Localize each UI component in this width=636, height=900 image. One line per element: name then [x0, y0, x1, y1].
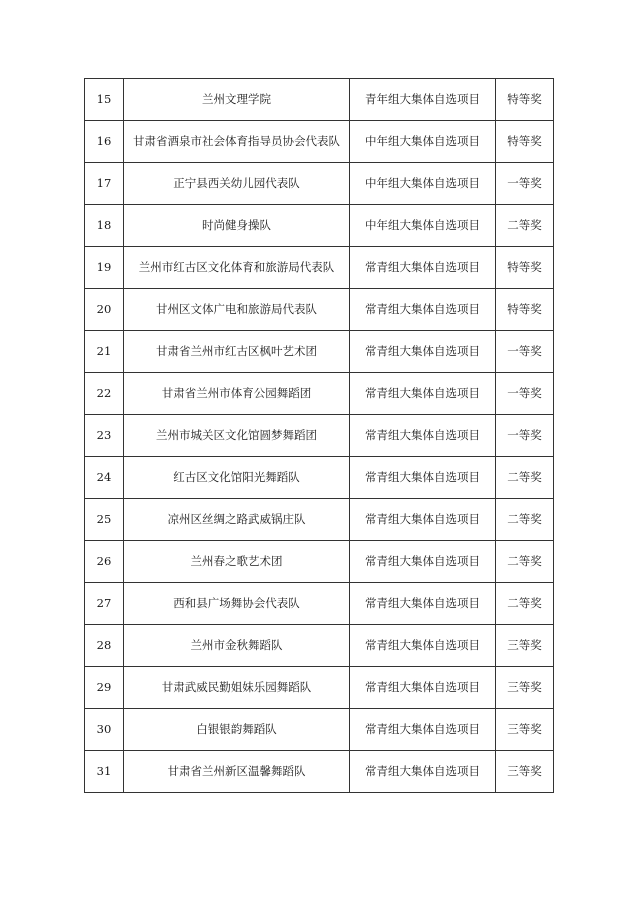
team-name-cell: 兰州市红古区文化体育和旅游局代表队	[124, 247, 350, 289]
award-cell: 特等奖	[496, 79, 554, 121]
team-name-cell: 兰州市城关区文化馆圆梦舞蹈团	[124, 415, 350, 457]
row-number-cell: 30	[85, 709, 124, 751]
category-cell: 常青组大集体自选项目	[350, 583, 496, 625]
row-number-cell: 25	[85, 499, 124, 541]
row-number-cell: 21	[85, 331, 124, 373]
category-cell: 常青组大集体自选项目	[350, 457, 496, 499]
row-number-cell: 26	[85, 541, 124, 583]
table-row	[85, 121, 554, 163]
category-cell: 常青组大集体自选项目	[350, 331, 496, 373]
row-number-cell: 19	[85, 247, 124, 289]
table-row	[85, 289, 554, 331]
row-number-cell: 17	[85, 163, 124, 205]
row-number-cell: 18	[85, 205, 124, 247]
row-number-cell: 16	[85, 121, 124, 163]
table-row	[85, 457, 554, 499]
category-cell: 常青组大集体自选项目	[350, 373, 496, 415]
table-row	[85, 163, 554, 205]
category-cell: 中年组大集体自选项目	[350, 121, 496, 163]
results-table	[84, 78, 554, 793]
award-cell: 二等奖	[496, 541, 554, 583]
team-name-cell: 甘肃省兰州市体育公园舞蹈团	[124, 373, 350, 415]
category-cell: 常青组大集体自选项目	[350, 499, 496, 541]
award-cell: 特等奖	[496, 121, 554, 163]
team-name-cell: 兰州文理学院	[124, 79, 350, 121]
team-name-cell: 兰州市金秋舞蹈队	[124, 625, 350, 667]
table-row	[85, 373, 554, 415]
table-row	[85, 625, 554, 667]
category-cell: 青年组大集体自选项目	[350, 79, 496, 121]
award-cell: 二等奖	[496, 499, 554, 541]
team-name-cell: 凉州区丝绸之路武威锅庄队	[124, 499, 350, 541]
row-number-cell: 27	[85, 583, 124, 625]
category-cell: 常青组大集体自选项目	[350, 667, 496, 709]
table-row	[85, 751, 554, 793]
row-number-cell: 23	[85, 415, 124, 457]
table-row	[85, 541, 554, 583]
award-cell: 特等奖	[496, 247, 554, 289]
table-row	[85, 709, 554, 751]
category-cell: 常青组大集体自选项目	[350, 709, 496, 751]
team-name-cell: 白银银韵舞蹈队	[124, 709, 350, 751]
team-name-cell: 红古区文化馆阳光舞蹈队	[124, 457, 350, 499]
team-name-cell: 甘州区文体广电和旅游局代表队	[124, 289, 350, 331]
table-row	[85, 79, 554, 121]
category-cell: 中年组大集体自选项目	[350, 205, 496, 247]
row-number-cell: 20	[85, 289, 124, 331]
category-cell: 常青组大集体自选项目	[350, 751, 496, 793]
category-cell: 常青组大集体自选项目	[350, 625, 496, 667]
award-cell: 一等奖	[496, 373, 554, 415]
table-row	[85, 247, 554, 289]
results-table-body	[85, 79, 554, 793]
award-cell: 二等奖	[496, 205, 554, 247]
table-row	[85, 499, 554, 541]
category-cell: 常青组大集体自选项目	[350, 541, 496, 583]
award-cell: 三等奖	[496, 751, 554, 793]
award-cell: 三等奖	[496, 625, 554, 667]
table-row	[85, 415, 554, 457]
table-row	[85, 331, 554, 373]
award-cell: 特等奖	[496, 289, 554, 331]
row-number-cell: 24	[85, 457, 124, 499]
award-cell: 一等奖	[496, 331, 554, 373]
award-cell: 二等奖	[496, 583, 554, 625]
award-cell: 二等奖	[496, 457, 554, 499]
row-number-cell: 31	[85, 751, 124, 793]
row-number-cell: 29	[85, 667, 124, 709]
team-name-cell: 正宁县西关幼儿园代表队	[124, 163, 350, 205]
row-number-cell: 15	[85, 79, 124, 121]
team-name-cell: 西和县广场舞协会代表队	[124, 583, 350, 625]
team-name-cell: 甘肃省兰州市红古区枫叶艺术团	[124, 331, 350, 373]
category-cell: 常青组大集体自选项目	[350, 247, 496, 289]
team-name-cell: 甘肃省酒泉市社会体育指导员协会代表队	[124, 121, 350, 163]
team-name-cell: 甘肃武威民勤姐妹乐园舞蹈队	[124, 667, 350, 709]
category-cell: 常青组大集体自选项目	[350, 289, 496, 331]
category-cell: 中年组大集体自选项目	[350, 163, 496, 205]
award-cell: 三等奖	[496, 667, 554, 709]
team-name-cell: 兰州春之歌艺术团	[124, 541, 350, 583]
award-cell: 一等奖	[496, 163, 554, 205]
table-row	[85, 205, 554, 247]
category-cell: 常青组大集体自选项目	[350, 415, 496, 457]
table-row	[85, 667, 554, 709]
award-cell: 三等奖	[496, 709, 554, 751]
table-row	[85, 583, 554, 625]
row-number-cell: 22	[85, 373, 124, 415]
row-number-cell: 28	[85, 625, 124, 667]
award-cell: 一等奖	[496, 415, 554, 457]
team-name-cell: 时尚健身操队	[124, 205, 350, 247]
team-name-cell: 甘肃省兰州新区温馨舞蹈队	[124, 751, 350, 793]
